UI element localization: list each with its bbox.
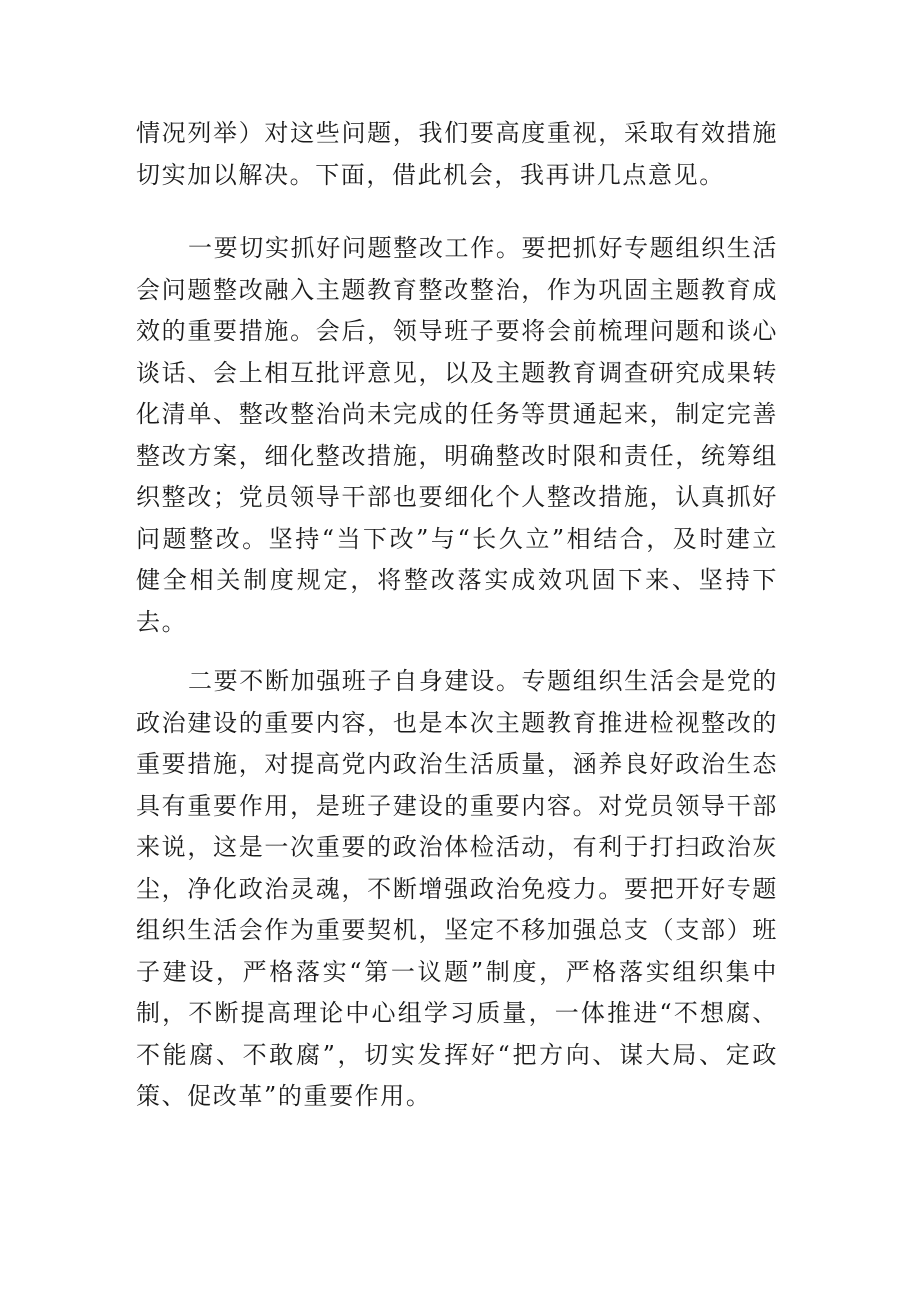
continuation-paragraph: [136, 113, 778, 196]
paragraph-text: 一要切实抓好问题整改工作。要把抓好专题组织生活会问题整改融入主题教育整改整治，作为巩固主题教育成效的重要措施。会后，领导班子要将会前梳理问题和谈心谈话、会上相互批评意见，以及主题教育调查研究成果转化清单、整改整治尚未完成的任务等贯通起来，制定完善整改方案，细化整改措施，明确整改时限和责任，统筹组织整改；党员领导干部也要细化个人整改措施，认真抓好问题整改。坚持“当下改”与“长久立”相结合，及时建立健全相关制度规定，将整改落实成效巩固下来、坚持下去。: [136, 234, 778, 636]
paragraph-text: 二要不断加强班子自身建设。专题组织生活会是党的政治建设的重要内容，也是本次主题教育推进检视整改的重要措施，对提高党内政治生活质量，涵养良好政治生态具有重要作用，是班子建设的重要内容。对党员领导干部来说，这是一次重要的政治体检活动，有利于打扫政治灰尘，净化政治灵魂，不断增强政治免疫力。要把开好专题组织生活会作为重要契机，坚定不移加强总支（支部）班子建设，严格落实“第一议题”制度，严格落实组织集中制，不断提高理论中心组学习质量，一体推进“不想腐、不能腐、不敢腐”，切实发挥好“把方向、谋大局、定政策、促改革”的重要作用。: [136, 667, 778, 1110]
paragraph-rectification-work: [136, 228, 778, 643]
paragraph-text: 情况列举）对这些问题，我们要高度重视，采取有效措施切实加以解决。下面，借此机会，我再讲几点意见。: [136, 119, 778, 189]
paragraph-team-building: [136, 661, 778, 1118]
